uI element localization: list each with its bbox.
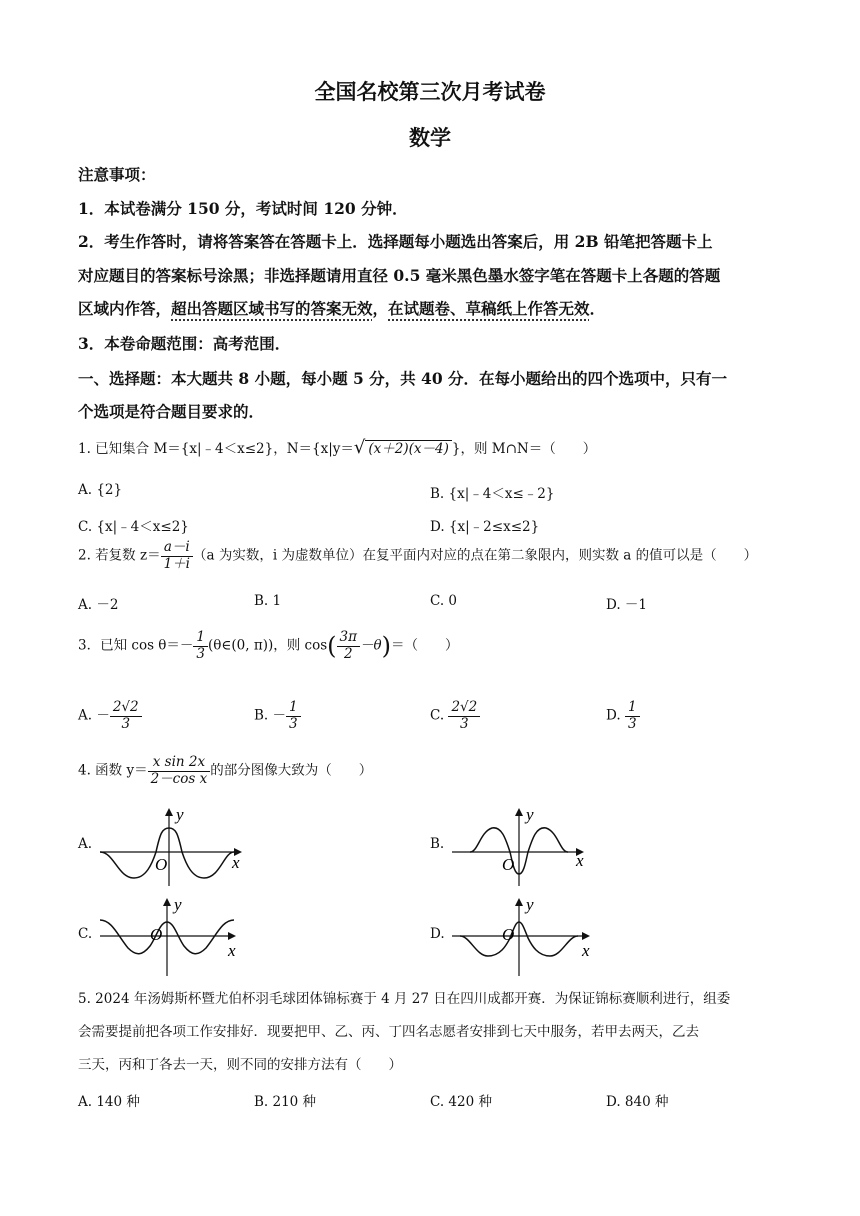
y-axis-label: y — [526, 806, 534, 824]
q1-option-d: D. {x|﹣2≤x≤2} — [430, 519, 540, 535]
q3-c-fraction — [448, 700, 480, 732]
q4-graph-d — [448, 896, 608, 978]
q4-stem: 4. 函数 y＝ — [78, 762, 148, 779]
q1-option-b: B. {x|﹣4＜x≤﹣2} — [430, 486, 555, 502]
q2-option-c: C. 0 — [430, 593, 458, 609]
q2-fraction — [161, 540, 193, 572]
q3-option-c — [430, 700, 480, 732]
y-axis-arrow-icon — [165, 808, 173, 816]
q3-b-label: B. — [254, 707, 269, 724]
q3-d-label: D. — [606, 707, 621, 724]
q1-stem-end: }，则 M∩N＝（ ） — [451, 441, 597, 457]
note-2-mid: ， — [372, 299, 389, 318]
note-2-line2: 对应题目的答案标号涂黑；非选择题请用直径 0.5 毫米黑色墨水签字笔在答题卡上各题的答题 — [78, 266, 721, 285]
q5-line-1: 5. 2024 年汤姆斯杯暨尤伯杯羽毛球团体锦标赛于 4 月 27 日在四川成都开赛．为保证锦标赛顺利进行，组委 — [78, 991, 731, 1007]
q5-option-b: B. 210 种 — [254, 1094, 317, 1110]
notes-heading: 注意事项： — [78, 165, 156, 184]
x-axis-arrow-icon — [228, 932, 236, 940]
x-axis-label: x — [576, 851, 584, 870]
origin-label: O — [502, 855, 515, 874]
q2-stem: 2. 若复数 z＝ — [78, 547, 161, 564]
q1-option-c: C. {x|﹣4＜x≤2} — [78, 519, 189, 535]
question-1 — [78, 437, 596, 458]
q3-option-d — [606, 700, 640, 732]
q4-stem-end: 的部分图像大致为（ ） — [210, 762, 373, 779]
x-axis-label: x — [582, 941, 590, 960]
q4-option-a-label: A. — [78, 836, 93, 852]
q3-a-fraction — [110, 700, 142, 732]
q5-option-d: D. 840 种 — [606, 1094, 669, 1110]
q3-frac-den: 3 — [196, 645, 206, 662]
q4-option-c-label: C. — [78, 926, 93, 942]
q5-option-c: C. 420 种 — [430, 1094, 492, 1110]
y-axis-label: y — [174, 896, 182, 914]
note-1: 1．本试卷满分 150 分，考试时间 120 分钟． — [78, 199, 408, 218]
question-3 — [78, 630, 459, 662]
q3-d-fraction — [625, 700, 640, 732]
note-3: 3．本卷命题范围：高考范围． — [78, 334, 291, 353]
q3-a-den: 3 — [121, 715, 131, 732]
x-axis-label: x — [232, 853, 240, 872]
section-heading-line1: 一、选择题：本大题共 8 小题，每小题 5 分，共 40 分．在每小题给出的四个选项中，只有一 — [78, 369, 728, 388]
q1-stem: 1. 已知集合 M＝{x|﹣4＜x≤2}，N＝{x|y＝ — [78, 441, 354, 457]
q3-b-den: 3 — [289, 715, 298, 732]
q3-stem-end: ＝（ ） — [391, 637, 459, 654]
q3-c-label: C. — [430, 707, 445, 724]
q4-option-b-label: B. — [430, 836, 445, 852]
q3-condition: (θ∈(0, π))，则 cos — [208, 637, 328, 654]
q4-graph-c — [96, 896, 256, 978]
q4-fraction — [148, 755, 211, 787]
q3-b-sign: － — [272, 707, 287, 724]
q3-a-num: 2√2 — [110, 700, 142, 717]
section-heading-line2: 个选项是符合题目要求的． — [78, 402, 265, 421]
origin-label: O — [502, 925, 515, 944]
q3-fraction — [193, 630, 208, 662]
q2-numerator: a－i — [161, 540, 193, 557]
q3-c-num: 2√2 — [448, 700, 480, 717]
note-2-emphasis-2: 在试题卷、草稿纸上作答无效 — [388, 299, 590, 318]
origin-label: O — [150, 925, 163, 944]
y-axis-label: y — [176, 806, 184, 824]
q1-radicand: (x＋2)(x－4) — [365, 440, 451, 457]
q3-frac-num: 1 — [193, 630, 208, 647]
note-2-line1: 2．考生作答时，请将答案答在答题卡上．选择题每小题选出答案后，用 2B 铅笔把答题卡上 — [78, 232, 713, 251]
q3-c-den: 3 — [460, 715, 469, 732]
origin-label: O — [155, 855, 168, 874]
page-title: 全国名校第三次月考试卷 — [314, 79, 546, 104]
q3-arg-den: 2 — [343, 645, 353, 662]
x-axis-arrow-icon — [582, 932, 590, 940]
question-2 — [78, 540, 757, 572]
q3-option-a — [78, 700, 142, 732]
q4-graph-b — [448, 806, 608, 888]
q2-option-a: A. －2 — [78, 597, 119, 613]
y-axis-arrow-icon — [515, 808, 523, 816]
q3-d-num: 1 — [625, 700, 640, 717]
q2-denominator: 1＋i — [163, 555, 190, 572]
left-paren: ( — [327, 632, 337, 661]
q5-line-3: 三天，丙和丁各去一天，则不同的安排方法有（ ） — [78, 1057, 402, 1073]
q2-option-d: D. －1 — [606, 597, 648, 613]
q2-stem-end: （a 为实数，i 为虚数单位）在复平面内对应的点在第二象限内，则实数 a 的值可以是（ ） — [193, 547, 758, 564]
y-axis-label: y — [526, 896, 534, 914]
note-2-end: ． — [589, 299, 606, 318]
q2-option-b: B. 1 — [254, 593, 282, 609]
y-axis-arrow-icon — [515, 898, 523, 906]
sqrt-sign: √ — [353, 437, 366, 458]
q5-line-2: 会需要提前把各项工作安排好．现要把甲、乙、丙、丁四名志愿者安排到七天中服务，若甲去两天，乙去 — [78, 1024, 699, 1040]
q1-option-a: A. {2} — [78, 482, 123, 498]
q3-a-sign: － — [96, 707, 110, 724]
q4-numerator: x sin 2x — [148, 755, 211, 772]
x-axis-label: x — [228, 941, 236, 960]
q4-denominator: 2－cos x — [150, 770, 208, 787]
q3-d-den: 3 — [627, 715, 637, 732]
right-paren: ) — [381, 632, 392, 661]
subject-title: 数学 — [409, 125, 451, 150]
q3-arg-fraction — [337, 630, 360, 662]
q4-graph-a — [96, 806, 256, 888]
note-2-prefix: 区域内作答， — [78, 299, 172, 318]
q5-option-a: A. 140 种 — [78, 1094, 140, 1110]
q3-a-label: A. — [78, 707, 93, 724]
q3-arg-tail: －θ — [360, 637, 382, 654]
q3-stem: 3．已知 cos θ＝－ — [78, 637, 194, 654]
q3-b-num: 1 — [286, 700, 301, 717]
note-2-emphasis-1: 超出答题区域书写的答案无效 — [171, 299, 373, 318]
question-4 — [78, 755, 372, 787]
q4-option-d-label: D. — [430, 926, 445, 942]
q3-arg-num: 3π — [337, 630, 360, 647]
y-axis-arrow-icon — [163, 898, 171, 906]
q3-option-b — [254, 700, 301, 732]
note-2-line3 — [78, 297, 605, 319]
q3-b-fraction — [286, 700, 301, 732]
